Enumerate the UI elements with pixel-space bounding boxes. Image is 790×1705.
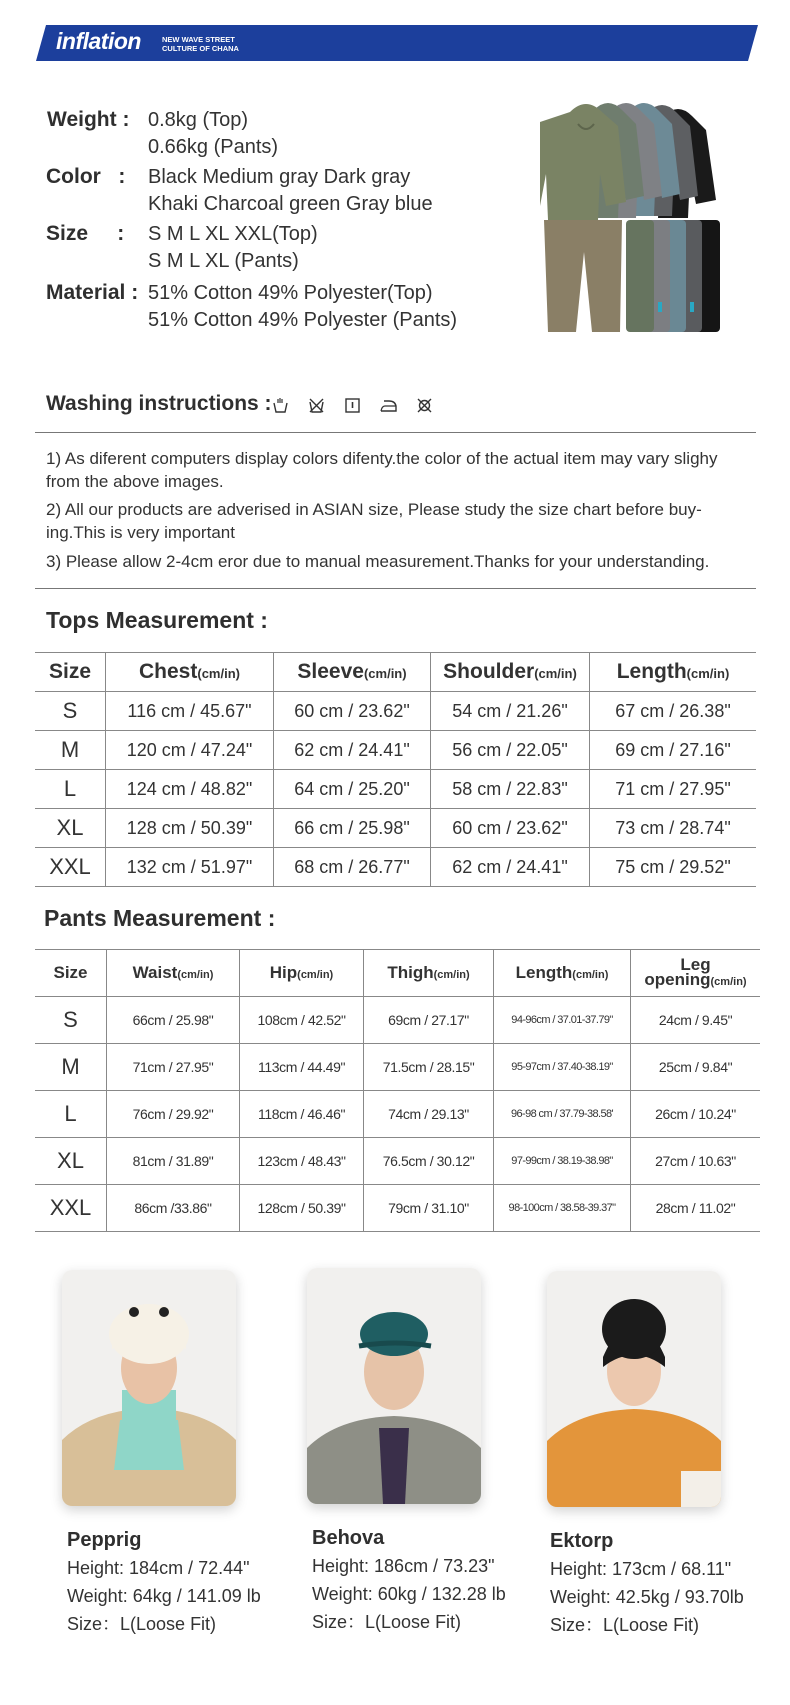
model-size: Size：L(Loose Fit) [312,1612,462,1632]
table-cell: 67 cm / 26.38" [590,692,757,731]
header-thigh: Thigh(cm/in) [364,950,494,997]
model-photo-behova [307,1268,481,1504]
table-cell: 124 cm / 48.82" [106,770,274,809]
table-cell: 76cm / 29.92" [107,1091,240,1138]
table-cell: 25cm / 9.84" [631,1044,761,1091]
model-size: Size：L(Loose Fit) [550,1615,700,1635]
pants-title: Pants Measurement : [44,905,276,931]
table-cell: 54 cm / 21.26" [431,692,590,731]
table-cell: 66cm / 25.98" [107,997,240,1044]
table-cell: 69 cm / 27.16" [590,731,757,770]
tops-title: Tops Measurement : [46,607,268,633]
tops-header-row [35,653,756,692]
table-cell: 26cm / 10.24" [631,1091,761,1138]
table-cell: 64 cm / 25.20" [274,770,431,809]
table-cell: 97-99cm / 38.19-38.98" [494,1138,631,1185]
washing-title: Washing instructions : [46,392,272,415]
table-cell: 120 cm / 47.24" [106,731,274,770]
note-2: 2) All our products are adverised in ASIAN size, Please study the size chart before buy-ing.This is very important [46,500,702,542]
table-cell: 98-100cm / 38.58-39.37" [494,1185,631,1232]
size-cell: XL [35,1138,107,1185]
material-values: 51% Cotton 49% Polyester(Top) 51% Cotton 49% Polyester (Pants) [148,282,458,331]
model-weight: Weight: 42.5kg / 93.70lb [550,1587,744,1607]
tops-table [35,652,756,887]
header-sleeve: Sleeve(cm/in) [274,653,431,692]
table-cell: 28cm / 11.02" [631,1185,761,1232]
table-cell: 68 cm / 26.77" [274,848,431,887]
model-name: Ektorp [550,1530,614,1552]
table-cell: 24cm / 9.45" [631,997,761,1044]
header-length: Length(cm/in) [590,653,757,692]
size-label: Size : [46,222,125,245]
header-leg-opening: Leg opening(cm/in) [631,950,761,997]
size-cell: XL [35,809,106,848]
table-cell: 71.5cm / 28.15" [364,1044,494,1091]
do-not-tumble-dry-icon [344,397,361,414]
weight-values: 0.8kg (Top) 0.66kg (Pants) [148,109,279,158]
size-cell: S [35,997,107,1044]
hand-wash-icon [272,397,289,414]
model-height: Height: 184cm / 72.44" [67,1558,250,1578]
table-cell: 69cm / 27.17" [364,997,494,1044]
model-name: Behova [312,1527,385,1549]
divider [35,588,756,589]
table-cell: 95-97cm / 37.40-38.19" [494,1044,631,1091]
header-waist: Waist(cm/in) [107,950,240,997]
iron-low-icon [380,397,397,414]
table-cell: 60 cm / 23.62" [274,692,431,731]
table-cell: 94-96cm / 37.01-37.79" [494,997,631,1044]
table-row [35,692,756,731]
note-1: 1) As diferent computers display colors difenty.the color of the actual item may vary slighy from the above images. [46,449,718,491]
do-not-dry-clean-icon [416,397,433,414]
table-row [35,770,756,809]
color-label: Color : [46,165,126,188]
table-cell: 75 cm / 29.52" [590,848,757,887]
washing-icons [272,397,433,414]
table-cell: 60 cm / 23.62" [431,809,590,848]
model-photo-ektorp [547,1271,721,1507]
table-cell: 79cm / 31.10" [364,1185,494,1232]
size-cell: L [35,1091,107,1138]
header-shoulder: Shoulder(cm/in) [431,653,590,692]
header-chest: Chest(cm/in) [106,653,274,692]
note-3: 3) Please allow 2-4cm eror due to manual measurement.Thanks for your understanding. [46,552,710,571]
table-cell: 123cm / 48.43" [240,1138,364,1185]
table-cell: 132 cm / 51.97" [106,848,274,887]
table-cell: 56 cm / 22.05" [431,731,590,770]
size-cell: M [35,731,106,770]
table-row [35,848,756,887]
table-cell: 86cm /33.86" [107,1185,240,1232]
header-size: Size [35,653,106,692]
pants-header-row [35,950,760,997]
table-cell: 62 cm / 24.41" [431,848,590,887]
header-length: Length(cm/in) [494,950,631,997]
model-height: Height: 186cm / 73.23" [312,1556,495,1576]
table-cell: 62 cm / 24.41" [274,731,431,770]
size-cell: S [35,692,106,731]
size-cell: XXL [35,848,106,887]
pants-table [35,949,760,1232]
size-cell: XXL [35,1185,107,1232]
divider [35,432,756,433]
model-height: Height: 173cm / 68.11" [550,1559,732,1579]
size-cell: L [35,770,106,809]
table-cell: 116 cm / 45.67" [106,692,274,731]
table-cell: 71cm / 27.95" [107,1044,240,1091]
table-cell: 76.5cm / 30.12" [364,1138,494,1185]
color-values: Black Medium gray Dark gray Khaki Charcoal green Gray blue [148,166,433,215]
size-cell: M [35,1044,107,1091]
table-row [35,1185,760,1232]
model-name: Pepprig [67,1529,142,1551]
brand-banner [36,25,758,61]
table-row [35,1138,760,1185]
weight-label: Weight : [47,108,130,131]
do-not-wash-icon [308,397,325,414]
table-cell: 71 cm / 27.95" [590,770,757,809]
table-row [35,1044,760,1091]
model-weight: Weight: 64kg / 141.09 lb [67,1586,261,1606]
table-cell: 108cm / 42.52" [240,997,364,1044]
product-color-image [540,102,728,338]
table-cell: 27cm / 10.63" [631,1138,761,1185]
table-cell: 128 cm / 50.39" [106,809,274,848]
table-row [35,997,760,1044]
brand-tagline: NEW WAVE STREET CULTURE OF CHANA [162,35,239,53]
model-weight: Weight: 60kg / 132.28 lb [312,1584,506,1604]
brand-logo: inflation [56,28,141,54]
table-cell: 58 cm / 22.83" [431,770,590,809]
table-cell: 74cm / 29.13" [364,1091,494,1138]
size-values: S M L XL XXL(Top) S M L XL (Pants) [148,223,318,272]
table-row [35,809,756,848]
table-cell: 96-98 cm / 37.79-38.58' [494,1091,631,1138]
table-cell: 81cm / 31.89" [107,1138,240,1185]
material-label: Material : [46,281,139,304]
table-row [35,1091,760,1138]
table-cell: 118cm / 46.46" [240,1091,364,1138]
model-size: Size：L(Loose Fit) [67,1614,217,1634]
table-cell: 128cm / 50.39" [240,1185,364,1232]
table-cell: 66 cm / 25.98" [274,809,431,848]
header-size: Size [35,950,107,997]
table-cell: 73 cm / 28.74" [590,809,757,848]
header-hip: Hip(cm/in) [240,950,364,997]
model-photo-pepprig [62,1270,236,1506]
table-cell: 113cm / 44.49" [240,1044,364,1091]
table-row [35,731,756,770]
